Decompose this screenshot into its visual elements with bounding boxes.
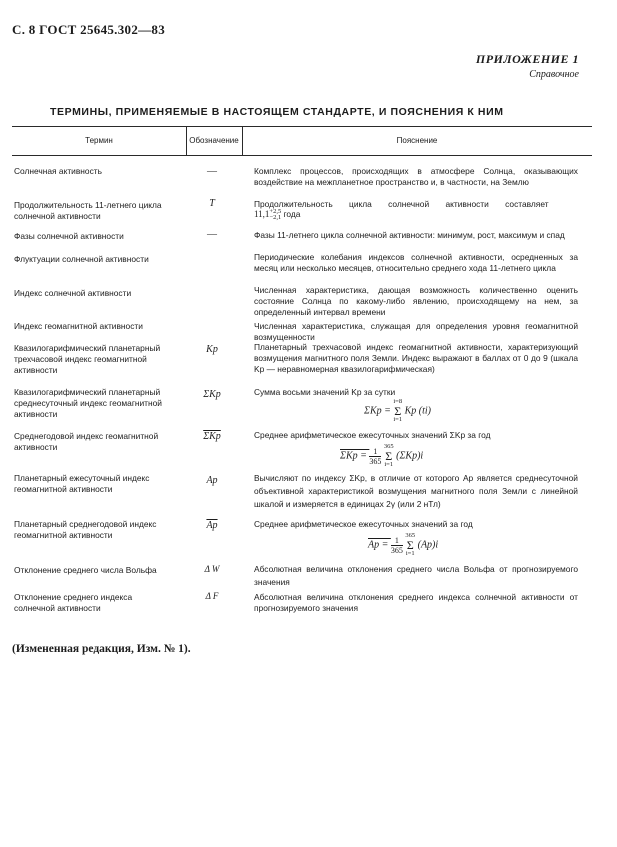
table-row-symbol: Ap bbox=[206, 475, 218, 486]
annual-ap-formula bbox=[368, 532, 438, 558]
column-header-explanation: Пояснение bbox=[396, 136, 438, 145]
annual-sum-denominator: 365 bbox=[369, 456, 382, 466]
table-row-explanation: Среднее арифметическое ежесуточных значений за год bbox=[254, 519, 473, 529]
table-row-explanation: Сумма восьми значений Kp за сутки bbox=[254, 387, 396, 397]
column-header-term: Термин bbox=[85, 136, 113, 145]
sigma-icon: Σ bbox=[394, 404, 402, 418]
table-row-symbol: T bbox=[209, 198, 215, 209]
daily-sum-lower: i=1 bbox=[393, 416, 403, 423]
daily-sum-lhs: ΣKp = bbox=[364, 405, 394, 417]
annual-sum-lower: i=1 bbox=[384, 461, 394, 468]
annual-ap-numerator: 1 bbox=[391, 536, 403, 546]
appendix-title: ПРИЛОЖЕНИЕ 1 bbox=[475, 52, 579, 66]
table-row-explanation: Периодические колебания индексов солнечной активности, осредненных за месяц или несколько месяцев, относительно среднего хода 11-летнего цикла bbox=[254, 252, 578, 273]
table-row-symbol: Kp bbox=[206, 344, 218, 355]
table-row-explanation: Планетарный трехчасовой индекс геомагнитной активности, характеризующий возмущения магнитного поля Земли. Индекс выражают в баллах от 0 до 9 (шкала Kp — неравномерная квазилогарифмическая) bbox=[254, 342, 578, 374]
table-row-term: Среднегодовой индекс геомагнитной активности bbox=[14, 431, 159, 452]
table-row-explanation: Вычисляют по индексу ΣKp, в отличие от которого Ap является среднесуточной объективной характеристикой возмущения магнитного поля Земли с линейной шкалой и измеряется в единицах 2γ (или 2 нТл) bbox=[254, 473, 578, 509]
table-row-term: Квазилогарифмический планетарный среднесуточный индекс геомагнитной активности bbox=[14, 387, 162, 419]
table-top-rule bbox=[12, 126, 592, 127]
annual-sum-lhs: ΣKp = bbox=[340, 450, 370, 462]
annual-sum-upper: 365 bbox=[383, 443, 394, 450]
annual-ap-lhs: Ap = bbox=[368, 539, 391, 551]
table-row-symbol: $\overline{\Sigma Kp}$ bbox=[203, 431, 221, 442]
table-header-rule bbox=[12, 155, 592, 156]
table-row-explanation: Продолжительность цикла солнечной активности составляет bbox=[254, 199, 549, 209]
table-row-symbol: — bbox=[207, 166, 217, 177]
table-row-symbol: Δ W bbox=[204, 564, 220, 574]
sigma-icon: Σ bbox=[406, 538, 414, 552]
table-row-symbol: ΣKp bbox=[203, 389, 221, 400]
table-row-explanation: Фазы 11-летнего цикла солнечной активности: минимум, рост, максимум и спад bbox=[254, 230, 565, 240]
table-row-explanation: Среднее арифметическое ежесуточных значений ΣKp за год bbox=[254, 430, 491, 440]
appendix-note: Справочное bbox=[529, 69, 579, 80]
annual-ap-upper: 365 bbox=[405, 532, 416, 539]
annual-ap-lower: i=1 bbox=[405, 550, 415, 557]
table-row-term: Планетарный среднегодовой индекс геомагнитной активности bbox=[14, 519, 157, 540]
table-row-explanation: Абсолютная величина отклонения среднего числа Вольфа от прогнозируемого значения bbox=[254, 564, 578, 587]
table-row-term: Продолжительность 11-летнего цикла солнечной активности bbox=[14, 200, 162, 221]
daily-sum-rhs: Kp (ti) bbox=[404, 405, 431, 417]
cycle-length-formula bbox=[254, 209, 300, 221]
page-reference: С. 8 ГОСТ 25645.302—83 bbox=[12, 22, 166, 37]
annual-sum-numerator: 1 bbox=[369, 447, 381, 457]
table-row-explanation: Численная характеристика, дающая возможность количественно оценить состояние Солнца по какому-либо явлению, происходящему на нем, за определенный интервал времени bbox=[254, 285, 578, 317]
table-row-symbol: $\overline{Ap}$ bbox=[206, 520, 218, 531]
table-row-term: Планетарный ежесуточный индекс геомагнитной активности bbox=[14, 473, 150, 494]
table-row-term: Солнечная активность bbox=[14, 166, 102, 176]
annual-sum-formula bbox=[340, 443, 423, 469]
daily-sum-upper: i=8 bbox=[393, 398, 403, 405]
annual-ap-rhs: (Ap)i bbox=[417, 539, 439, 551]
column-header-symbol: Обозначение bbox=[189, 136, 239, 145]
table-row-term: Фазы солнечной активности bbox=[14, 231, 124, 241]
amendment-note: (Измененная редакция, Изм. № 1). bbox=[12, 643, 191, 655]
table-row-term: Квазилогарифмический планетарный трехчасовой индекс геомагнитной активности bbox=[14, 343, 161, 375]
table-row-explanation: Комплекс процессов, происходящих в атмосфере Солнца, оказывающих воздействие на межпланетное пространство и, в частности, на Землю bbox=[254, 166, 578, 187]
annual-sum-rhs: (ΣKp)i bbox=[396, 450, 424, 462]
table-row-term: Отклонение среднего числа Вольфа bbox=[14, 565, 157, 575]
section-title: ТЕРМИНЫ, ПРИМЕНЯЕМЫЕ В НАСТОЯЩЕМ СТАНДАРТЕ, И ПОЯСНЕНИЯ К НИМ bbox=[50, 106, 504, 118]
cycle-length-value: 11,1 bbox=[254, 209, 270, 220]
table-row-term: Индекс солнечной активности bbox=[14, 288, 132, 298]
daily-sum-formula bbox=[364, 398, 431, 424]
table-row-explanation: Абсолютная величина отклонения среднего индекса солнечной активности от прогнозируемого значения bbox=[254, 592, 578, 613]
annual-ap-denominator: 365 bbox=[390, 545, 403, 555]
table-row-symbol: — bbox=[207, 229, 217, 240]
cycle-length-unit: года bbox=[283, 209, 301, 220]
table-row-term: Флуктуации солнечной активности bbox=[14, 254, 149, 264]
cycle-length-plus: +2,5 bbox=[269, 208, 282, 215]
table-row-explanation: Численная характеристика, служащая для определения уровня геомагнитной возмущенности bbox=[254, 321, 578, 342]
table-row-term: Индекс геомагнитной активности bbox=[14, 321, 143, 331]
appendix-block bbox=[476, 52, 579, 80]
table-row-symbol: Δ F bbox=[205, 591, 219, 601]
sigma-icon: Σ bbox=[385, 449, 393, 463]
table-row-term: Отклонение среднего индекса солнечной активности bbox=[14, 592, 133, 613]
cycle-length-minus: −2,1 bbox=[269, 214, 282, 221]
